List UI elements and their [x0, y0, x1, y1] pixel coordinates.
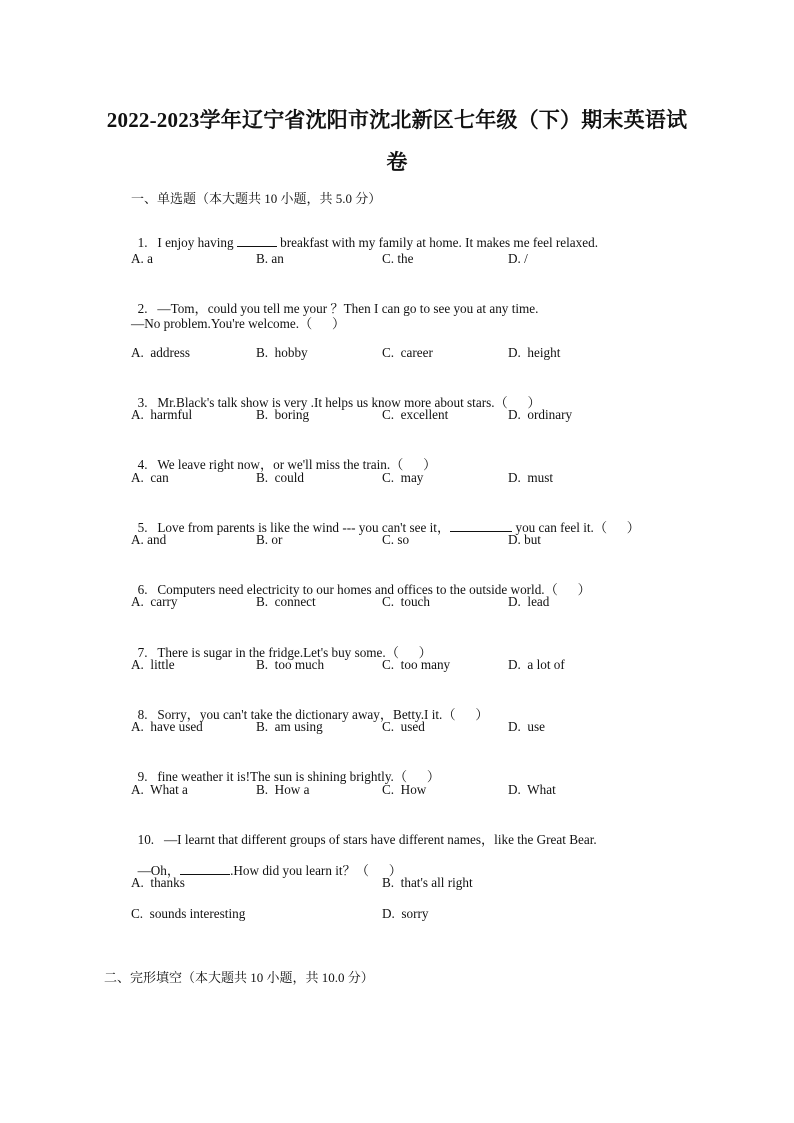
question-2-option-b[interactable]: B. hobby [256, 345, 308, 360]
question-4-stem [131, 438, 436, 473]
question-10-option-b[interactable]: B. that's all right [382, 875, 473, 890]
question-7-option-d[interactable]: D. a lot of [508, 657, 565, 672]
stem-text: There is sugar in the fridge.Let's buy some.（ ） [157, 645, 432, 660]
stem-text: .How did you learn it？（ ） [230, 863, 402, 878]
question-5-option-c[interactable]: C. so [382, 532, 410, 547]
question-2-option-d[interactable]: D. height [508, 345, 561, 360]
question-3-option-d[interactable]: D. ordinary [508, 407, 573, 422]
question-10-option-c[interactable]: C. sounds interesting [131, 906, 246, 921]
answer-blank [450, 520, 512, 532]
question-1-option-a[interactable]: A. a [131, 251, 153, 266]
question-2-option-c[interactable]: C. career [382, 345, 433, 360]
question-1-stem [131, 219, 598, 251]
question-6-option-a[interactable]: A. carry [131, 594, 178, 609]
question-1-option-c[interactable]: C. the [382, 251, 414, 266]
answer-blank [180, 863, 230, 875]
stem-text: I enjoy having [157, 235, 237, 250]
question-4-option-b[interactable]: B. could [256, 470, 304, 485]
question-number: 10. [137, 832, 155, 847]
question-10-option-d[interactable]: D. sorry [382, 906, 429, 921]
answer-blank [237, 235, 277, 247]
question-number: 4. [137, 457, 148, 472]
question-8-option-d[interactable]: D. use [508, 719, 545, 734]
question-8-stem [131, 688, 489, 723]
stem-text: Love from parents is like the wind --- you can't see it， [157, 520, 451, 535]
stem-text: Mr.Black's talk show is very .It helps us know more about stars.（ ） [157, 395, 541, 410]
question-9-option-b[interactable]: B. How a [256, 782, 310, 797]
question-number: 2. [137, 301, 148, 316]
question-9-option-d[interactable]: D. What [508, 782, 556, 797]
question-5-option-b[interactable]: B. or [256, 532, 283, 547]
stem-text: fine weather it is!The sun is shining brightly.（ ） [157, 769, 441, 784]
question-5-option-d[interactable]: D. but [508, 532, 541, 547]
question-4-option-c[interactable]: C. may [382, 470, 424, 485]
stem-text: —Oh， [137, 863, 181, 878]
question-number: 9. [137, 769, 148, 784]
question-number: 7. [137, 645, 148, 660]
question-9-stem [131, 750, 440, 785]
stem-text: —I learnt that different groups of stars have different names，like the Great Bear. [163, 832, 597, 847]
question-4-option-d[interactable]: D. must [508, 470, 554, 485]
exam-title-line-1: 2022-2023学年辽宁省沈阳市沈北新区七年级（下）期末英语试 [106, 108, 688, 132]
question-9-option-a[interactable]: A. What a [131, 782, 188, 797]
question-number: 3. [137, 395, 148, 410]
question-7-stem [131, 626, 432, 661]
stem-text: We leave right now，or we'll miss the train.（ ） [157, 457, 437, 472]
question-6-option-d[interactable]: D. lead [508, 594, 550, 609]
exam-title-line-2: 卷 [386, 150, 408, 174]
question-6-stem [131, 563, 591, 598]
stem-text: —Tom，could you tell me your ？Then I can go to see you at any time. [157, 301, 539, 316]
question-10-stem-line-2 [131, 844, 402, 879]
question-10-stem [131, 813, 597, 848]
question-number: 5. [137, 520, 148, 535]
stem-text: Sorry，you can't take the dictionary away，Betty.I it.（ ） [157, 707, 489, 722]
question-8-option-a[interactable]: A. have used [131, 719, 203, 734]
question-number: 6. [137, 582, 148, 597]
stem-text: breakfast with my family at home. It makes me feel relaxed. [276, 235, 599, 250]
question-6-option-b[interactable]: B. connect [256, 594, 316, 609]
section-heading-cloze: 二、完形填空（本大题共 10 小题，共 10.0 分） [104, 970, 374, 985]
question-1-option-d[interactable]: D. / [508, 251, 528, 266]
question-5-option-a[interactable]: A. and [131, 532, 167, 547]
question-3-option-c[interactable]: C. excellent [382, 407, 449, 422]
question-7-option-c[interactable]: C. too many [382, 657, 451, 672]
question-3-option-b[interactable]: B. boring [256, 407, 310, 422]
question-2-stem [131, 282, 538, 317]
question-7-option-a[interactable]: A. little [131, 657, 175, 672]
section-heading-single-choice: 一、单选题（本大题共 10 小题，共 5.0 分） [131, 191, 382, 206]
question-10-option-a[interactable]: A. thanks [131, 875, 185, 890]
question-8-option-c[interactable]: C. used [382, 719, 425, 734]
question-5-stem [131, 501, 640, 536]
question-1-option-b[interactable]: B. an [256, 251, 284, 266]
question-4-option-a[interactable]: A. can [131, 470, 169, 485]
question-6-option-c[interactable]: C. touch [382, 594, 430, 609]
stem-text: Computers need electricity to our homes and offices to the outside world.（ ） [157, 582, 591, 597]
question-3-stem [131, 376, 541, 411]
stem-text: you can feel it.（ ） [512, 520, 640, 535]
question-7-option-b[interactable]: B. too much [256, 657, 325, 672]
question-9-option-c[interactable]: C. How [382, 782, 427, 797]
question-number: 1. [137, 235, 148, 250]
question-3-option-a[interactable]: A. harmful [131, 407, 193, 422]
question-number: 8. [137, 707, 148, 722]
question-2-option-a[interactable]: A. address [131, 345, 190, 360]
question-2-stem-line-2: —No problem.You're welcome.（ ） [131, 316, 346, 331]
question-8-option-b[interactable]: B. am using [256, 719, 323, 734]
